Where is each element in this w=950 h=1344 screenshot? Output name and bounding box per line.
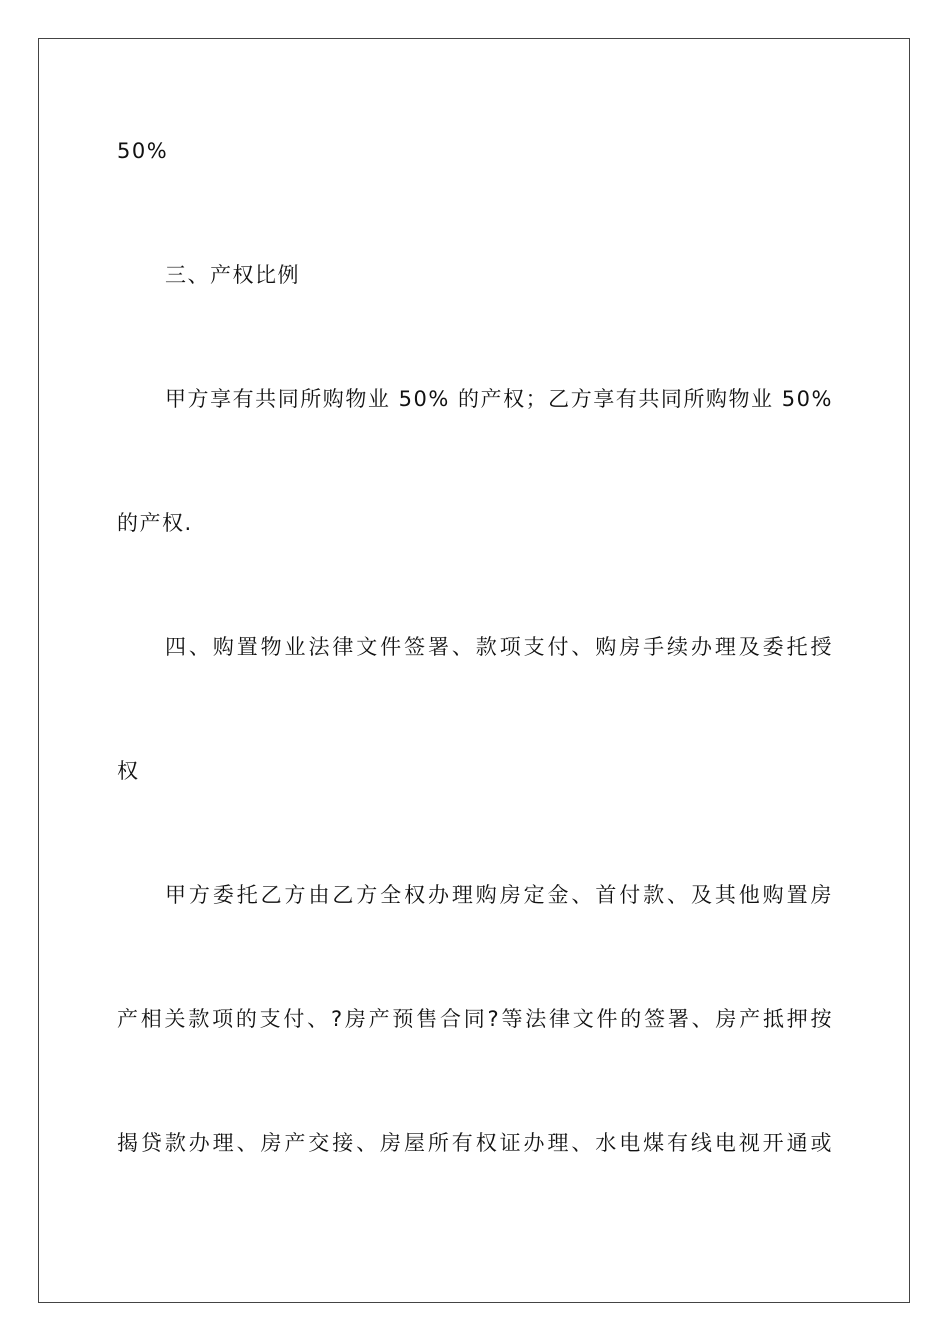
paragraph-line: 甲方享有共同所购物业 50% 的产权；乙方享有共同所购物业 50% [165, 387, 833, 411]
section-heading-property-ratio: 三、产权比例 [165, 263, 300, 287]
paragraph-line: 的产权. [117, 511, 193, 535]
section-heading-continuation: 权 [117, 759, 140, 783]
section-heading-signing-payment: 四、购置物业法律文件签署、款项支付、购房手续办理及委托授 [165, 635, 833, 659]
paragraph-line: 产相关款项的支付、?房产预售合同?等法律文件的签署、房产抵押按 [117, 1007, 833, 1031]
text-line-continuation: 50% [117, 139, 169, 163]
paragraph-line: 甲方委托乙方由乙方全权办理购房定金、首付款、及其他购置房 [165, 883, 833, 907]
page-frame [38, 38, 910, 1303]
paragraph-line: 揭贷款办理、房产交接、房屋所有权证办理、水电煤有线电视开通或 [117, 1131, 833, 1155]
